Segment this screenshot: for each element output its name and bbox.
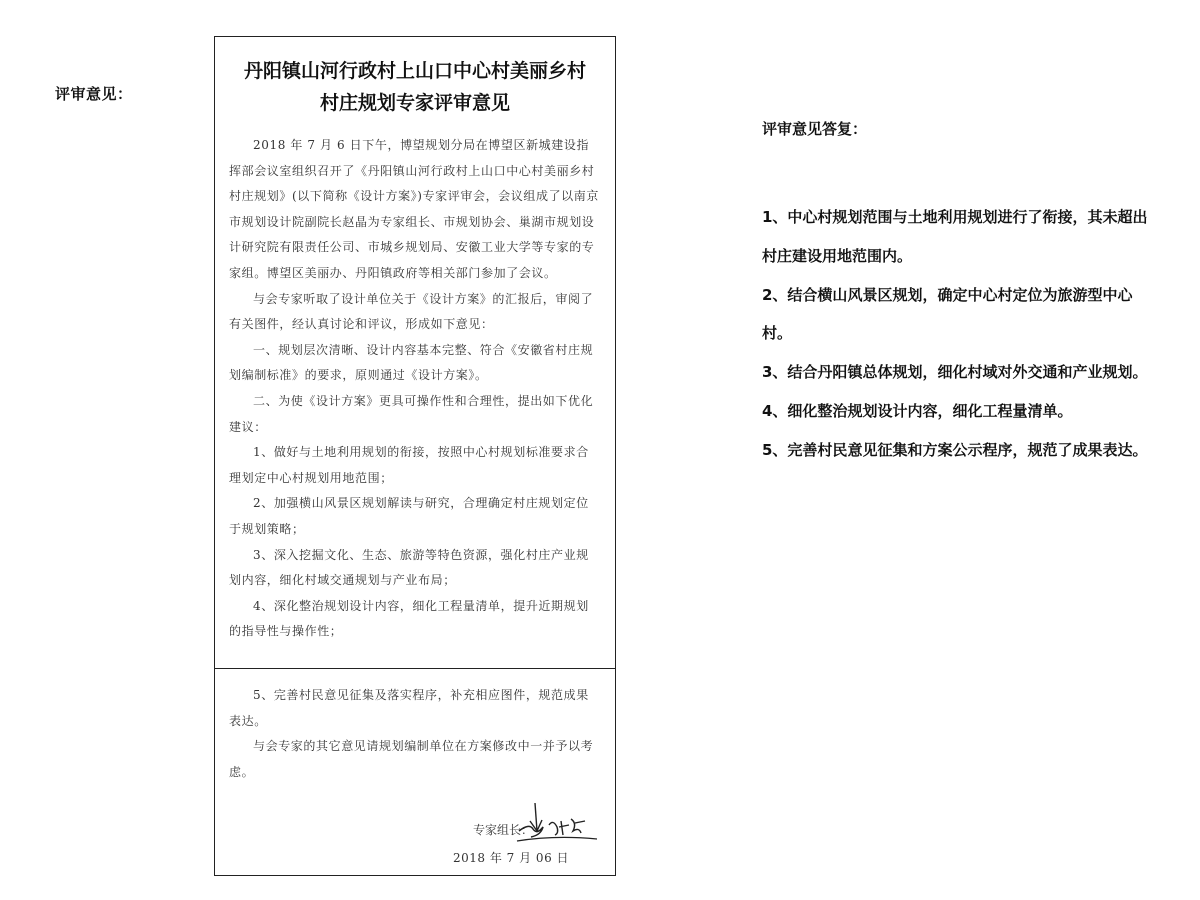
document-page-bottom — [215, 669, 615, 875]
document-paragraph-intro: 2018 年 7 月 6 日下午，博望规划分局在博望区新城建设指挥部会议室组织召开了《丹阳镇山河行政村上山口中心村美丽乡村村庄规划》(以下简称《设计方案》)专家评审会，会议组成了以南京市规划设计院副院长赵晶为专家组长、市规划协会、巢湖市规划设计研究院有限责任公司、市城乡规划局、安徽工业大学等专家的专家组。博望区美丽办、丹阳镇政府等相关部门参加了会议。 — [229, 138, 599, 280]
reply-item-1: 1、中心村规划范围与土地利用规划进行了衔接，其未超出村庄建设用地范围内。 — [762, 208, 1148, 265]
document-paragraph-opinion-2: 二、为使《设计方案》更具可操作性和合理性，提出如下优化建议： — [229, 393, 594, 434]
document-paragraph-suggestion-1: 1、做好与土地利用规划的衔接，按照中心村规划标准要求合理划定中心村规划用地范围； — [229, 445, 589, 485]
document-page-top — [215, 37, 615, 669]
reply-item-3: 3、结合丹阳镇总体规划，细化村域对外交通和产业规划。 — [762, 363, 1148, 382]
review-reply-list — [762, 198, 1162, 470]
document-paragraph-review: 与会专家听取了设计单位关于《设计方案》的汇报后，审阅了有关图件，经认真讨论和评议，形成如下意见： — [229, 291, 594, 332]
signature-block — [215, 807, 615, 875]
review-reply-title: 评审意见答复： — [762, 120, 868, 138]
reply-item-2: 2、结合横山风景区规划，确定中心村定位为旅游型中心村。 — [762, 285, 1133, 343]
document-paragraph-suggestion-2: 2、加强横山风景区规划解读与研究，合理确定村庄规划定位于规划策略； — [229, 496, 589, 536]
review-opinion-label: 评审意见： — [55, 85, 133, 103]
document-title-line-1: 丹阳镇山河行政村上山口中心村美丽乡村 — [243, 60, 586, 82]
reply-item-5: 5、完善村民意见征集和方案公示程序，规范了成果表达。 — [762, 440, 1148, 459]
document-paragraph-opinion-1: 一、规划层次清晰、设计内容基本完整、符合《安徽省村庄规划编制标准》的要求，原则通过《设计方案》。 — [229, 342, 594, 383]
reply-item-4: 4、细化整治规划设计内容，细化工程量清单。 — [762, 401, 1073, 420]
signature-date: 2018 年 7 月 06 日 — [453, 851, 570, 865]
signature-label: 专家组长： — [473, 823, 534, 837]
expert-review-document — [214, 36, 616, 876]
document-paragraph-suggestion-4: 4、深化整治规划设计内容，细化工程量清单，提升近期规划的指导性与操作性； — [229, 598, 589, 639]
document-title-line-2: 村庄规划专家评审意见 — [319, 92, 510, 114]
document-title — [229, 55, 601, 119]
document-paragraph-suggestion-3: 3、深入挖掘文化、生态、旅游等特色资源，强化村庄产业规划内容，细化村域交通规划与产业布局； — [229, 547, 589, 588]
handwritten-signature — [515, 801, 599, 849]
document-paragraph-suggestion-5: 5、完善村民意见征集及落实程序，补充相应图件，规范成果表达。 — [229, 688, 589, 728]
document-paragraph-closing: 与会专家的其它意见请规划编制单位在方案修改中一并予以考虑。 — [229, 739, 594, 779]
